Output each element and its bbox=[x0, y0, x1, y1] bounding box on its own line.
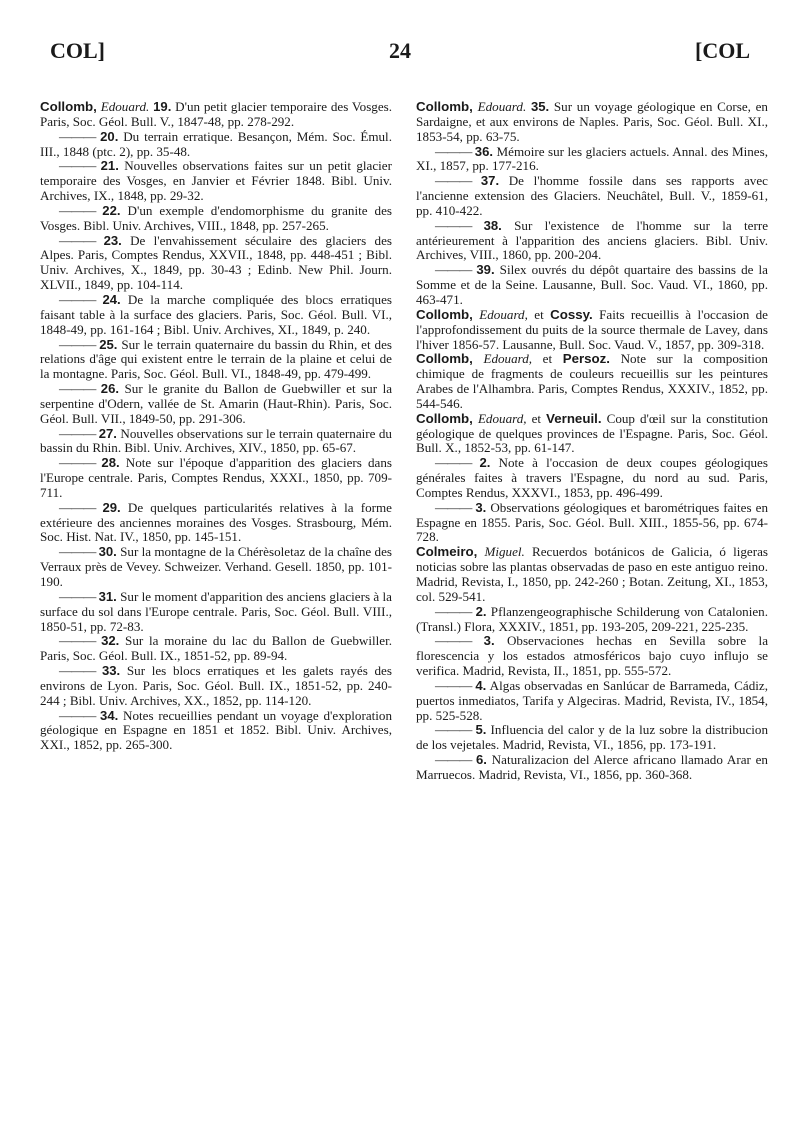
entry-text: D'un petit glacier temporaire des Vosges. Paris, Soc. Géol. Bull. V., 1847-48, pp. 278-292. bbox=[40, 99, 393, 129]
entry-number: 27. bbox=[98, 425, 117, 441]
ditto-dash: ——— bbox=[59, 158, 96, 174]
bibliography-subentry bbox=[40, 664, 392, 709]
entry-text: D'un exemple d'endomorphisme du granite des Vosges. Bibl. Univ. Archives, VIII., 1848, pp. 257-265. bbox=[40, 202, 392, 233]
entry-number: 24. bbox=[102, 291, 121, 307]
ditto-dash: ——— bbox=[435, 143, 472, 159]
entry-text: Observations géologiques et barométriques faites en Espagne en 1855. Paris, Soc. Géol. Bull. XIII., 1855-56, pp. 674-728. bbox=[416, 499, 768, 545]
header-right-guide: [COL bbox=[695, 38, 750, 63]
page-header bbox=[0, 30, 800, 70]
entry-number: 35. bbox=[530, 99, 550, 114]
ditto-dash: ——— bbox=[435, 633, 472, 649]
entry-text: Silex ouvrés du dépôt quartaire des bassins de la Somme et de la Seine. Lausanne, Bull. Soc. Vaud. VI., 1860, pp. 463-471. bbox=[416, 262, 768, 307]
ditto-dash: ——— bbox=[59, 291, 96, 307]
author-surname: Collomb, bbox=[40, 99, 97, 114]
entry-text: Sur les blocs erratiques et les galets rayés des environs de Lyon. Paris, Soc. Géol. Bull. IX., 1851-52, pp. 240-244 ; Bibl. Univ. Archives, XX., 1852, pp. 114-120. bbox=[40, 663, 392, 708]
page-number: 24 bbox=[389, 38, 411, 63]
entry-number: 26. bbox=[100, 381, 119, 397]
entry-text: De quelques particularités relatives à la forme extérieure des anciennes moraines des Vosges. Strasbourg, Mém. Soc. Hist. Nat. IV., 1850, pp. 145-151. bbox=[40, 499, 392, 545]
ditto-dash: ——— bbox=[435, 722, 472, 738]
bibliography-subentry bbox=[40, 204, 392, 234]
bibliography-subentry bbox=[40, 293, 392, 338]
entry-text: Sur la moraine du lac du Ballon de Guebwiller. Paris, Soc. Géol. Bull. IX., 1851-52, pp. 89-94. bbox=[40, 633, 392, 664]
entry-number: 28. bbox=[101, 455, 120, 471]
bibliography-subentry bbox=[40, 159, 392, 204]
coauthor: Cossy. bbox=[550, 306, 593, 322]
entry-number: 3. bbox=[483, 633, 495, 649]
ditto-dash: ——— bbox=[59, 455, 96, 471]
ditto-dash: ——— bbox=[435, 173, 472, 189]
ditto-dash: ——— bbox=[59, 128, 96, 144]
author-surname: Colmeiro, bbox=[416, 544, 478, 560]
bibliography-subentry bbox=[40, 501, 392, 546]
entry-number: 5. bbox=[475, 722, 487, 738]
ditto-dash: ——— bbox=[59, 544, 96, 560]
ditto-dash: ——— bbox=[59, 202, 96, 218]
author-surname: Collomb, bbox=[416, 410, 473, 426]
entry-text: Sur le granite du Ballon de Guebwiller et sur la serpentine d'Odern, vallée de St. Amarin (Haut-Rhin). Paris, Soc. Géol. Bull. VII., 1849-50, pp. 291-306. bbox=[40, 381, 393, 426]
bibliography-subentry bbox=[416, 753, 768, 783]
coauthor: Persoz. bbox=[562, 351, 611, 367]
entry-number: 30. bbox=[98, 544, 117, 560]
bibliography-subentry bbox=[40, 590, 392, 635]
entry-text: Notes recueillies pendant un voyage d'exploration géologique en Espagne en 1851 et 1852. Bibl. Univ. Archives, XXI., 1852, pp. 265-300. bbox=[40, 707, 393, 753]
bibliography-subentry bbox=[416, 263, 768, 308]
entry-number: 29. bbox=[102, 499, 121, 515]
entry-text: Recuerdos botánicos de Galicia, ó ligeras noticias sobre las plantas observadas de paso en este antiguo reino. Madrid, Revista, I., 1850, pp. 242-260 ; Botan. Zeitung, XI., 1853, col. 529-541. bbox=[416, 544, 768, 604]
entry-text: Note à l'occasion de deux coupes géologiques générales faites à travers l'Espagne, du nord au sud. Paris, Comptes Rendus, XXXVI., 1853, pp. 496-499. bbox=[416, 455, 768, 500]
entry-text: Sur l'existence de l'homme sur la terre antérieurement à l'apparition des anciens glaciers. Bibl. Univ. Archives, VIII., 1860, pp. 200-204. bbox=[416, 217, 769, 263]
entry-number: 2. bbox=[479, 455, 491, 471]
bibliography-entry bbox=[416, 100, 768, 145]
entry-number: 36. bbox=[474, 143, 493, 159]
entry-text: Sur un voyage géologique en Corse, en Sardaigne, et aux environs de Naples. Paris, Soc. Géol. Bull. XI., 1853-54, pp. 63-75. bbox=[416, 99, 768, 144]
author-given-name: Edouard, bbox=[477, 410, 527, 426]
ditto-dash: ——— bbox=[435, 752, 472, 768]
conjunction: et bbox=[542, 351, 553, 367]
bibliography-entry bbox=[416, 412, 768, 457]
entry-text: De l'homme fossile dans ses rapports avec l'ancienne extension des Glaciers. Neuchâtel, Bull. V., 1859-61, pp. 410-422. bbox=[416, 173, 768, 218]
bibliography-subentry bbox=[416, 605, 768, 635]
ditto-dash: ——— bbox=[59, 336, 96, 352]
bibliography-subentry bbox=[40, 634, 392, 664]
left-column bbox=[40, 100, 392, 753]
bibliography-subentry bbox=[416, 456, 768, 501]
coauthor: Verneuil. bbox=[546, 410, 602, 426]
bibliography-entry bbox=[416, 308, 768, 353]
entry-text: Nouvelles observations faites sur un petit glacier temporaire des Vosges, en Janvier et Février 1848. Bibl. Univ. Archives, IX., 1848, pp. 29-32. bbox=[40, 158, 392, 204]
bibliography-subentry bbox=[416, 145, 768, 175]
ditto-dash: ——— bbox=[435, 262, 472, 278]
bibliography-subentry bbox=[416, 174, 768, 219]
author-given-name: Edouard, bbox=[483, 351, 533, 367]
ditto-dash: ——— bbox=[59, 381, 96, 397]
bibliography-entry bbox=[416, 545, 768, 604]
entry-text: De l'envahissement séculaire des glaciers des Alpes. Paris, Comptes Rendus, XXVII., 1848, pp. 448-451 ; Bibl. Univ. Archives, X., 1849, pp. 30-43 ; Edinb. New Phil. Journ. XLVII., 1849, pp. 104-114. bbox=[40, 232, 392, 293]
entry-text: Faits recueillis à l'occasion de l'approfondissement du puits de la source thermale de Lavey, dans l'hiver 1856-57. Lausanne, Bull. Soc. Vaud. V., 1857, pp. 309-318. bbox=[416, 306, 768, 352]
author-surname: Collomb, bbox=[416, 351, 473, 367]
conjunction: et bbox=[531, 410, 542, 426]
ditto-dash: ——— bbox=[435, 455, 472, 471]
entry-text: Observaciones hechas en Sevilla sobre la florescencia y los estados atmosféricos bajo cuyo influjo se verifica. Madrid, Revista, II., 1851, pp. 555-572. bbox=[416, 633, 769, 679]
conjunction: et bbox=[534, 306, 544, 322]
bibliography-subentry bbox=[40, 234, 392, 293]
entry-number: 32. bbox=[101, 633, 120, 649]
entry-number: 34. bbox=[100, 707, 119, 723]
ditto-dash: ——— bbox=[59, 425, 96, 441]
bibliography-subentry bbox=[40, 338, 392, 383]
ditto-dash: ——— bbox=[59, 707, 96, 723]
entry-number: 31. bbox=[98, 588, 117, 604]
bibliography-subentry bbox=[40, 545, 392, 590]
bibliography-entry bbox=[416, 352, 768, 411]
entry-text: Nouvelles observations sur le terrain quaternaire du bassin du Rhin. Bibl. Univ. Archives, XIV., 1850, pp. 65-67. bbox=[40, 425, 392, 456]
entry-text: Note sur la composition chimique de fragments de couleurs recueillis sur les peintures Arabes de l'Alhambra. Paris, Comptes Rendus, XXXIV., 1852, pp. 544-546. bbox=[416, 351, 768, 411]
entry-number: 39. bbox=[476, 262, 495, 278]
entry-text: Sur le terrain quaternaire du bassin du Rhin, et des relations d'âge qui existent entre le terrain de la plaine et celui de la montagne. Paris, Soc. Géol. Bull. VI., 1848-49, pp. 479-499. bbox=[40, 336, 392, 382]
author-given-name: Edouard. bbox=[477, 99, 527, 114]
bibliography-entry bbox=[40, 100, 392, 130]
entry-text: Mémoire sur les glaciers actuels. Annal. des Mines, XI., 1857, pp. 177-216. bbox=[416, 143, 768, 174]
entry-text: Naturalizacion del Alerce africano llamado Arar en Marruecos. Madrid, Revista, VI., 1856, pp. 360-368. bbox=[416, 752, 768, 782]
ditto-dash: ——— bbox=[59, 663, 96, 679]
ditto-dash: ——— bbox=[59, 499, 96, 515]
author-given-name: Edouard, bbox=[479, 306, 528, 322]
entry-number: 22. bbox=[102, 202, 121, 218]
entry-text: Coup d'œil sur la constitution géologique de quelques provinces de l'Espagne. Paris, Soc. Géol. Bull. X., 1852-53, pp. 61-147. bbox=[416, 410, 769, 456]
entry-number: 25. bbox=[99, 336, 118, 352]
entry-text: Sur la montagne de la Chérèsoletaz de la chaîne des Verraux près de Vevey. Schweizer. Verhand. Gesell. 1850, pp. 101-190. bbox=[40, 544, 392, 589]
entry-text: Sur le moment d'apparition des anciens glaciers à la surface du sol dans l'Europe centrale. Paris, Soc. Géol. Bull. VIII., 1850-51, pp. 72-83. bbox=[40, 588, 392, 634]
entry-number: 2. bbox=[475, 603, 487, 619]
header-left-guide: COL] bbox=[50, 38, 105, 63]
entry-number: 33. bbox=[101, 663, 121, 679]
entry-number: 37. bbox=[480, 173, 500, 189]
ditto-dash: ——— bbox=[59, 633, 96, 649]
entry-text: Pflanzengeographische Schilderung von Catalonien. (Transl.) Flora, XXXIV., 1851, pp. 193-205, 209-221, 225-235. bbox=[416, 603, 768, 634]
entry-number: 3. bbox=[475, 499, 487, 515]
ditto-dash: ——— bbox=[59, 232, 96, 248]
entry-number: 19. bbox=[153, 99, 172, 114]
author-surname: Collomb, bbox=[416, 306, 473, 322]
bibliography-subentry bbox=[416, 501, 768, 546]
bibliography-subentry bbox=[416, 219, 768, 264]
entry-number: 6. bbox=[476, 752, 487, 768]
bibliography-subentry bbox=[40, 382, 392, 427]
entry-text: Algas observadas en Sanlúcar de Barrameda, Cádiz, puertos inmediatos, Tarifa y Algeciras. Madrid, Revista, IV., 1854, pp. 525-528. bbox=[416, 677, 768, 723]
bibliography-subentry bbox=[40, 456, 392, 501]
ditto-dash: ——— bbox=[435, 603, 472, 619]
bibliography-subentry bbox=[40, 130, 392, 160]
entry-text: Note sur l'époque d'apparition des glaciers dans l'Europe centrale. Paris, Comptes Rendus, XXXI., 1850, pp. 709-711. bbox=[40, 455, 392, 500]
entry-text: Influencia del calor y de la luz sobre la distribucion de los vejetales. Madrid, Revista, VI., 1856, pp. 173-191. bbox=[416, 722, 768, 753]
ditto-dash: ——— bbox=[435, 499, 472, 515]
author-given-name: Edouard. bbox=[100, 99, 150, 114]
entry-number: 21. bbox=[100, 158, 119, 174]
bibliography-subentry bbox=[416, 679, 768, 724]
ditto-dash: ——— bbox=[435, 217, 472, 233]
bibliography-subentry bbox=[40, 427, 392, 457]
entry-number: 23. bbox=[103, 232, 122, 248]
author-surname: Collomb, bbox=[416, 99, 473, 114]
bibliography-subentry bbox=[40, 709, 392, 754]
bibliography-subentry bbox=[416, 634, 768, 679]
bibliography-subentry bbox=[416, 723, 768, 753]
author-given-name: Miguel. bbox=[484, 544, 525, 560]
entry-number: 20. bbox=[100, 128, 119, 144]
entry-number: 38. bbox=[483, 217, 502, 233]
entry-text: Du terrain erratique. Besançon, Mém. Soc. Émul. III., 1848 (ptc. 2), pp. 35-48. bbox=[40, 128, 392, 159]
ditto-dash: ——— bbox=[59, 588, 96, 604]
right-column bbox=[416, 100, 768, 783]
entry-number: 4. bbox=[475, 677, 487, 693]
ditto-dash: ——— bbox=[435, 677, 472, 693]
entry-text: De la marche compliquée des blocs erratiques faisant table à la surface des glaciers. Paris, Soc. Géol. Bull. VI., 1848-49, pp. 161-164 ; Bibl. Univ. Archives, XI., 1849, p. 240. bbox=[40, 291, 392, 337]
